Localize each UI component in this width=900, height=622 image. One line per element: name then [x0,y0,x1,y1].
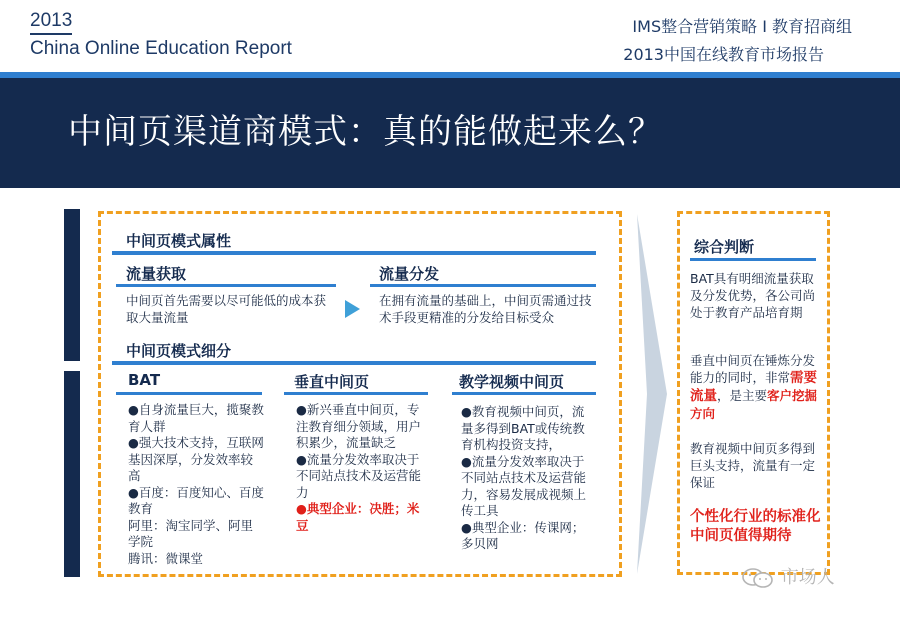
bat-line-3: ●百度：百度知心、百度教育 [128,484,264,516]
bat-title: BAT [128,371,161,389]
vertical-highlight: ●典型企业：决胜；米豆 [296,501,420,533]
bat-line-2: ●强大技术支持，互联网基因深厚，分发效率较高 [128,435,264,483]
watermark-text: 市场人 [780,567,835,588]
report-title: China Online Education Report [30,38,292,59]
vertical-line-1: ●新兴垂直中间页，专注教育细分领域，用户积累少，流量缺乏 [296,402,422,450]
distribution-line [370,284,596,287]
vertical-title: 垂直中间页 [294,373,370,391]
judgment-p2 [690,352,820,422]
judgment-p1: BAT具有明细流量获取及分发优势，各公司尚处于教育产品培育期 [690,271,816,320]
report-year: 2013 [30,10,73,31]
judgment-p2-red2: 客户挖掘方向 [690,388,818,421]
judgment-p2-red: 需要流量 [690,370,818,404]
year-underline [30,33,72,35]
distribution-title: 流量分发 [379,265,440,283]
video-line [452,392,596,395]
attributes-title-line [112,251,596,255]
judgment-title: 综合判断 [694,238,755,256]
segments-title: 中间页模式细分 [126,342,232,360]
arrow-right-icon [345,300,360,318]
video-line-3: ●典型企业：传课网；多贝网 [461,519,585,551]
distribution-text: 在拥有流量的基础上，中间页需通过技术手段更精准的分发给目标受众 [379,293,592,325]
video-text [461,404,591,553]
judgment-final: 个性化行业的标准化中间页值得期待 [690,509,821,544]
segments-title-line [112,361,596,365]
judgment-title-line [690,258,816,261]
judgment-p3: 教育视频中间页多得到巨头支持，流量有一定保证 [690,441,816,490]
vertical-line [284,392,428,395]
acquisition-text: 中间页首先需要以尽可能低的成本获取大量流量 [126,293,327,325]
attributes-title: 中间页模式属性 [126,232,232,250]
bat-line-5: 腾讯：微课堂 [128,550,204,566]
brand-subtitle: 2013中国在线教育市场报告 [623,45,824,64]
slide-title: 中间页渠道商模式：真的能做起来么？ [68,112,663,152]
bat-line [116,392,262,395]
video-title: 教学视频中间页 [459,373,565,391]
judgment-p2-a: 垂直中间页在锤炼分发能力的同时，非常 [690,353,816,385]
side-marker-top [64,209,80,361]
side-marker-bottom [64,371,80,577]
acquisition-title: 流量获取 [126,265,187,283]
judgment-p2-b: ，是主要 [717,388,768,403]
acquisition-line [116,284,336,287]
vertical-text [296,402,426,534]
brand-label: IMS整合营销策略 I 教育招商组 [632,17,852,36]
bat-text [128,402,264,567]
vertical-line-2: ●流量分发效率取决于不同站点技术及运营能力 [296,451,422,500]
video-line-2: ●流量分发效率取决于不同站点技术及运营能力，容易发展成视频上传工具 [461,453,587,518]
bat-line-4: 阿里：淘宝同学、阿里学院 [128,517,254,549]
watermark [741,563,835,589]
wechat-icon [741,567,775,589]
bat-line-1: ●自身流量巨大，揽聚教育人群 [128,402,264,434]
top-header [0,0,900,72]
video-line-1: ●教育视频中间页，流量多得到BAT或传统教育机构投资支持， [461,404,585,452]
chevron-right-icon [637,214,667,574]
